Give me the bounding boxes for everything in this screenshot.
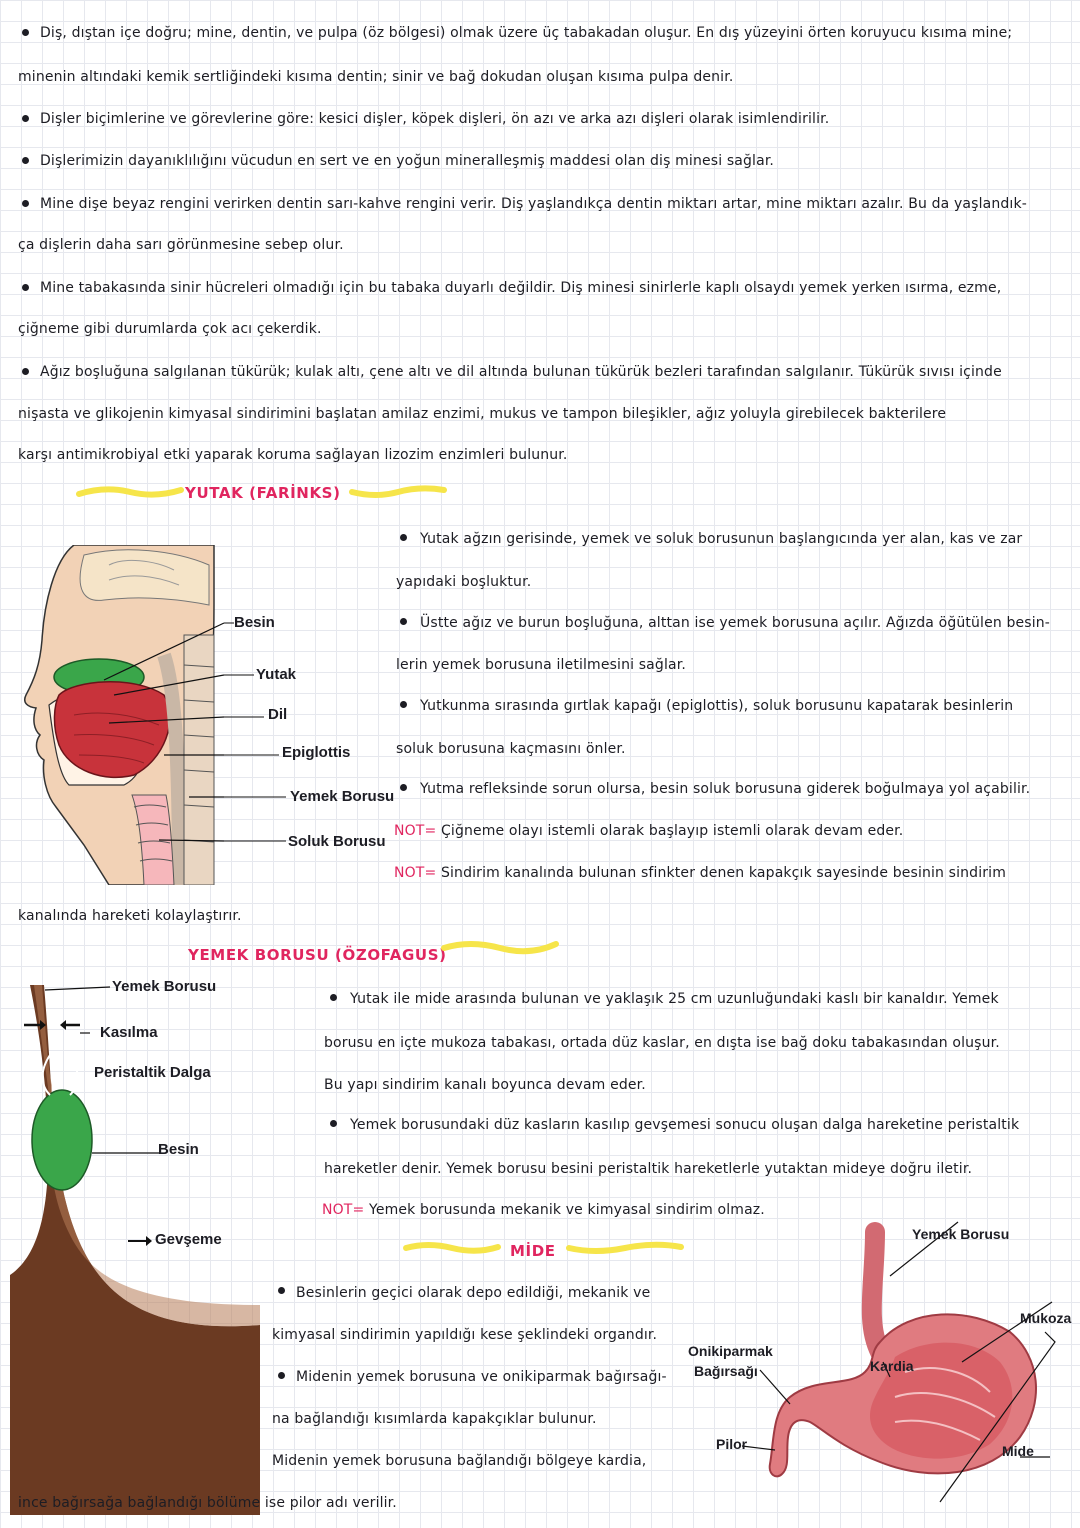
bullet: [400, 618, 407, 625]
section-heading-mide: MİDE: [510, 1242, 556, 1260]
intro-line-11: karşı antimikrobiyal etki yaparak koruma sağlayan lizozim enzimleri bulunur.: [18, 447, 568, 463]
bullet: [400, 701, 407, 708]
label-mukoza: Mukoza: [1020, 1310, 1072, 1326]
label-soluk-borusu: Soluk Borusu: [288, 833, 386, 850]
yutak-line-6: soluk borusuna kaçmasını önler.: [396, 741, 626, 757]
label-mide: Mide: [1002, 1443, 1034, 1459]
bullet: [400, 534, 407, 541]
section-heading-yutak: YUTAK (FARİNKS): [185, 484, 341, 502]
mide-line-4: na bağlandığı kısımlarda kapakçıklar bulunur.: [272, 1411, 597, 1427]
bullet: [330, 1120, 337, 1127]
yutak-line-4: lerin yemek borusuna iletilmesini sağlar.: [396, 657, 686, 673]
intro-line-8: çiğneme gibi durumlarda çok acı çekerdik.: [18, 321, 322, 337]
mide-line-3: Midenin yemek borusuna ve onikiparmak bağırsağı-: [296, 1369, 667, 1385]
label-yutak: Yutak: [256, 666, 297, 683]
ozofagus-line-5: hareketler denir. Yemek borusu besini peristaltik hareketlerle yutaktan mideye doğru iletir.: [324, 1161, 973, 1177]
label-yemek-borusu-2: Yemek Borusu: [112, 978, 217, 995]
intro-line-1: Diş, dıştan içe doğru; mine, dentin, ve pulpa (öz bölgesi) olmak üzere üç tabakadan oluşur. En dış yüzeyini örten koruyucu kısıma mine;: [40, 25, 1013, 41]
pharynx-diagram: [14, 545, 229, 885]
label-yemek-borusu-3: Yemek Borusu: [912, 1226, 1010, 1242]
label-yemek-borusu: Yemek Borusu: [290, 788, 395, 805]
bullet: [330, 994, 337, 1001]
bullet: [22, 29, 29, 36]
bullet: [22, 200, 29, 207]
bullet: [278, 1372, 285, 1379]
note-tag: NOT=: [394, 865, 437, 881]
intro-line-6: ça dişlerin daha sarı görünmesine sebep olur.: [18, 237, 344, 253]
highlight-squiggle: [565, 1238, 685, 1258]
esophagus-diagram: [10, 975, 270, 1515]
label-pilor: Pilor: [716, 1436, 748, 1452]
intro-line-3: Dişler biçimlerine ve görevlerine göre: kesici dişler, köpek dişleri, ön azı ve arka azı dişleri olarak isimlendirilir.: [40, 111, 830, 127]
yutak-line-5: Yutkunma sırasında gırtlak kapağı (epiglottis), soluk borusunu kapatarak besinlerin: [420, 698, 1014, 714]
bullet: [400, 784, 407, 791]
label-epiglottis: Epiglottis: [282, 744, 351, 761]
intro-line-4: Dişlerimizin dayanıklılığını vücudun en sert ve en yoğun mineralleşmiş maddesi olan diş minesi sağlar.: [40, 153, 775, 169]
label-bagirsagi: Bağırsağı: [694, 1363, 758, 1379]
yutak-line-3: Üstte ağız ve burun boşluğuna, alttan ise yemek borusuna açılır. Ağızda öğütülen besin-: [420, 615, 1050, 631]
intro-line-2: minenin altındaki kemik sertliğindeki kısıma dentin; sinir ve bağ dokudan oluşan kısıma pulpa denir.: [18, 69, 734, 85]
ozofagus-line-4: Yemek borusundaki düz kasların kasılıp gevşemesi sonucu oluşan dalga hareketine peristaltik: [350, 1117, 1020, 1133]
label-kardia: Kardia: [870, 1358, 914, 1374]
bullet: [22, 284, 29, 291]
label-besin: Besin: [234, 614, 275, 631]
mide-line-6: ince bağırsağa bağlandığı bölüme ise pilor adı verilir.: [18, 1495, 397, 1511]
label-kasilma: Kasılma: [100, 1024, 158, 1041]
yutak-line-8: kanalında hareketi kolaylaştırır.: [18, 908, 242, 924]
label-peristaltik: Peristaltik Dalga: [94, 1064, 211, 1081]
note-2: [394, 864, 1006, 882]
mide-line-2: kimyasal sindirimin yapıldığı kese şeklindeki organdır.: [272, 1327, 658, 1343]
food-bolus: [32, 1090, 92, 1190]
highlight-squiggle: [75, 482, 185, 502]
ozofagus-line-1: Yutak ile mide arasında bulunan ve yaklaşık 25 cm uzunluğundaki kaslı bir kanaldır. Yemek: [350, 991, 999, 1007]
label-onikiparmak: Onikiparmak: [688, 1343, 773, 1359]
note-1: [394, 822, 903, 840]
highlight-squiggle: [440, 936, 560, 958]
bullet: [22, 115, 29, 122]
yutak-line-1: Yutak ağzın gerisinde, yemek ve soluk borusunun başlangıcında yer alan, kas ve zar: [420, 531, 1023, 547]
note-text: Çiğneme olayı istemli olarak başlayıp istemli olarak devam eder.: [440, 823, 904, 839]
note-text: Sindirim kanalında bulunan sfinkter denen kapakçık sayesinde besinin sindirim: [440, 865, 1006, 881]
intro-line-5: Mine dişe beyaz rengini verirken dentin sarı-kahve rengini verir. Diş yaşlandıkça dentin miktarı artar, mine miktarı azalır. Bu da yaşlandık-: [40, 196, 1027, 212]
mide-line-1: Besinlerin geçici olarak depo edildiği, mekanik ve: [296, 1285, 651, 1301]
intro-line-7: Mine tabakasında sinir hücreleri olmadığı için bu tabaka duyarlı değildir. Diş minesi sinirlerle kaplı olsaydı yemek yerken ısırma, ezme,: [40, 280, 1002, 296]
note-text: Yemek borusunda mekanik ve kimyasal sindirim olmaz.: [368, 1202, 765, 1218]
ozofagus-line-2: borusu en içte mukoza tabakası, ortada düz kaslar, en dışta ise bağ doku tabakasından oluşur.: [324, 1035, 1000, 1051]
bullet: [22, 157, 29, 164]
bullet: [278, 1287, 285, 1294]
highlight-squiggle: [348, 482, 448, 502]
note-tag: NOT=: [394, 823, 437, 839]
highlight-squiggle: [402, 1238, 502, 1258]
intro-line-10: nişasta ve glikojenin kimyasal sindirimini başlatan amilaz enzimi, mukus ve tampon bileşikler, ağız yoluyla girebilecek bakterilere: [18, 406, 947, 422]
label-dil: Dil: [268, 706, 288, 723]
note-tag: NOT=: [322, 1202, 365, 1218]
yutak-line-2: yapıdaki boşluktur.: [396, 574, 532, 590]
mide-line-5: Midenin yemek borusuna bağlandığı bölgeye kardia,: [272, 1453, 647, 1469]
yutak-line-7: Yutma refleksinde sorun olursa, besin soluk borusuna giderek boğulmaya yol açabilir.: [420, 781, 1031, 797]
label-gevseme: Gevşeme: [155, 1231, 222, 1248]
ozofagus-line-3: Bu yapı sindirim kanalı boyunca devam eder.: [324, 1077, 646, 1093]
intro-line-9: Ağız boşluğuna salgılanan tükürük; kulak altı, çene altı ve dil altında bulunan tükürük bezleri tarafından salgılanır. Tükürük sıvısı içinde: [40, 364, 1002, 380]
label-besin-2: Besin: [158, 1141, 199, 1158]
bullet: [22, 368, 29, 375]
section-heading-ozofagus: YEMEK BORUSU (ÖZOFAGUS): [188, 946, 447, 964]
pointer-lines: [224, 610, 297, 860]
